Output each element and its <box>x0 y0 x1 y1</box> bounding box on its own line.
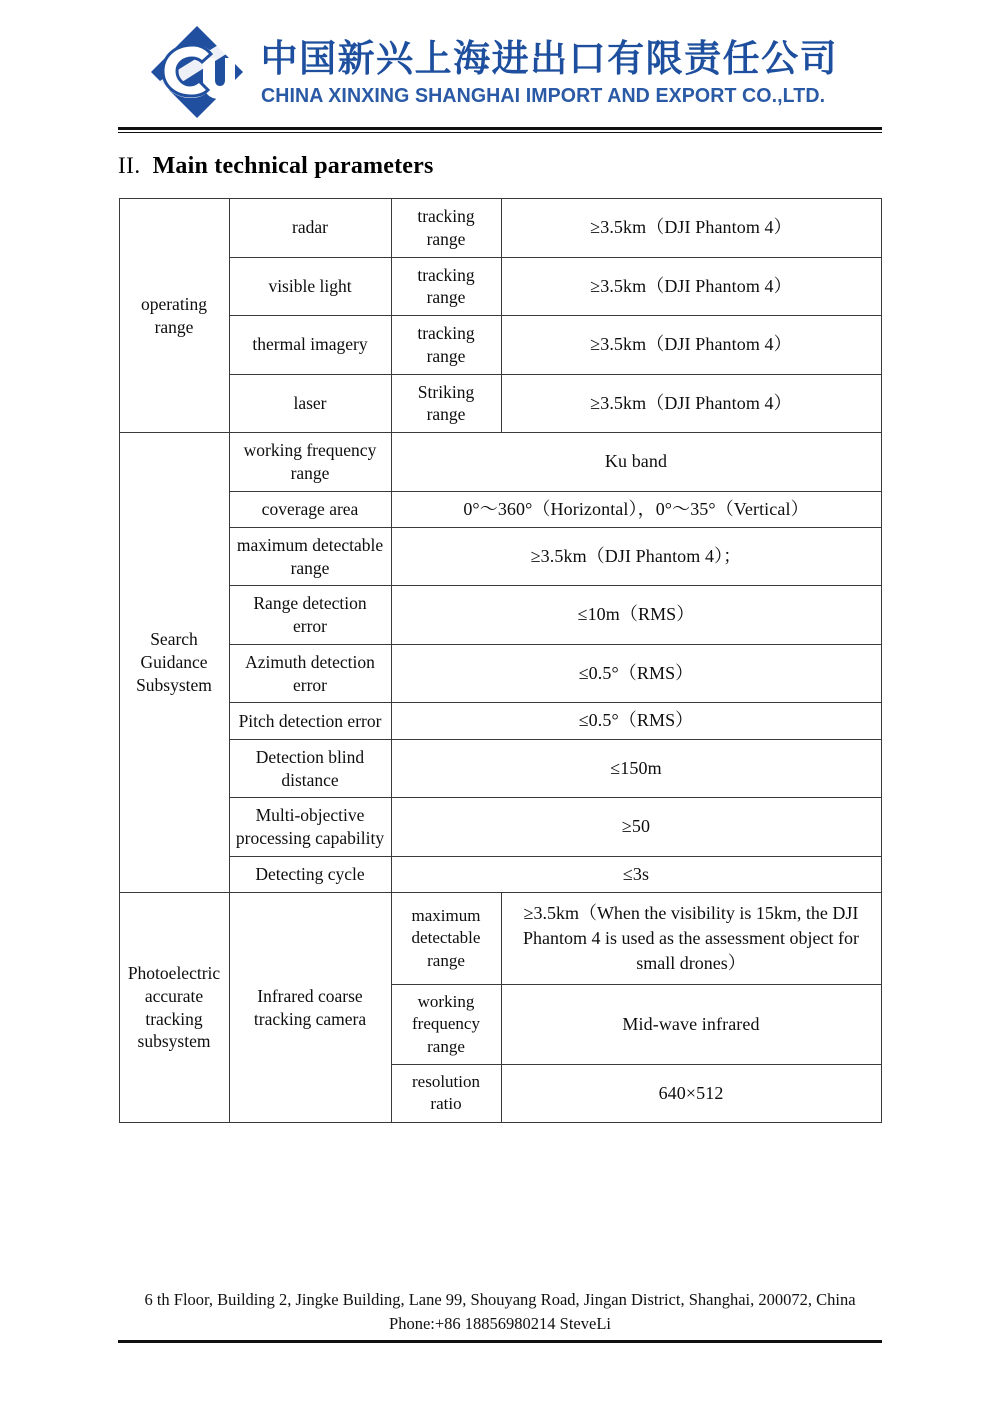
page-title-text: Main technical parameters <box>152 153 434 179</box>
param-sub-label: Striking range <box>391 374 501 433</box>
page-title-numeral: II. <box>118 153 141 178</box>
param-value: ≥3.5km（DJI Phantom 4） <box>501 199 881 258</box>
param-value: Mid-wave infrared <box>501 984 881 1064</box>
param-sub-label: tracking range <box>391 257 501 316</box>
param-sub-label: tracking range <box>391 316 501 375</box>
device-label-infrared-coarse-tracking-camera: Infrared coarse tracking camera <box>229 893 391 1123</box>
param-label: laser <box>229 374 391 433</box>
param-value: ≥3.5km（DJI Phantom 4） <box>501 316 881 375</box>
table-row <box>119 374 881 433</box>
page-footer <box>0 1288 1000 1343</box>
footer-text-block <box>118 1288 882 1336</box>
param-label: Detecting cycle <box>229 856 391 892</box>
letterhead <box>0 0 1000 120</box>
param-value: Ku band <box>391 433 881 492</box>
company-name-english: CHINA XINXING SHANGHAI IMPORT AND EXPORT CO.,LTD. <box>260 83 825 107</box>
param-sub-label: resolution ratio <box>391 1064 501 1122</box>
param-value: ≥3.5km（DJI Phantom 4） <box>501 374 881 433</box>
table-row <box>119 856 881 892</box>
footer-address: 6 th Floor, Building 2, Jingke Building, Lane 99, Shouyang Road, Jingan District, Shanghai, 200072, China <box>144 1290 856 1309</box>
table-row <box>119 527 881 586</box>
param-label: radar <box>229 199 391 258</box>
table-row <box>119 798 881 857</box>
group-label-search-guidance-subsystem: Search Guidance Subsystem <box>119 433 229 893</box>
param-label: Multi-objective processing capability <box>229 798 391 857</box>
param-label: coverage area <box>229 491 391 527</box>
param-value: ≥50 <box>391 798 881 857</box>
param-value: ≤10m（RMS） <box>391 586 881 645</box>
param-value: ≥3.5km（DJI Phantom 4）； <box>391 527 881 586</box>
table-row <box>119 491 881 527</box>
param-label: thermal imagery <box>229 316 391 375</box>
param-label: Detection blind distance <box>229 739 391 798</box>
param-value: ≤150m <box>391 739 881 798</box>
param-value: 0°～360°（Horizontal），0°～35°（Vertical） <box>391 491 881 527</box>
table-row <box>119 644 881 703</box>
footer-divider <box>118 1340 882 1343</box>
param-value: ≥3.5km（DJI Phantom 4） <box>501 257 881 316</box>
group-label-photoelectric-subsystem: Photoelectric accurate tracking subsystem <box>119 893 229 1123</box>
page-title <box>118 153 882 180</box>
table-row <box>119 893 881 984</box>
company-name-chinese: 中国新兴上海进出口有限责任公司 <box>260 36 839 80</box>
table-row <box>119 433 881 492</box>
param-sub-label: maximum detectable range <box>391 893 501 984</box>
technical-parameters-table <box>119 198 882 1123</box>
param-label: maximum detectable range <box>229 527 391 586</box>
param-label: Azimuth detection error <box>229 644 391 703</box>
company-logo <box>149 24 245 120</box>
table-row <box>119 739 881 798</box>
company-diamond-monogram-logo-icon <box>149 24 245 120</box>
param-label: working frequency range <box>229 433 391 492</box>
table-row <box>119 703 881 739</box>
param-label: visible light <box>229 257 391 316</box>
param-value: ≥3.5km（When the visibility is 15km, the DJI Phantom 4 is used as the assessment object for small drones） <box>501 893 881 984</box>
param-value: ≤3s <box>391 856 881 892</box>
param-value: ≤0.5°（RMS） <box>391 644 881 703</box>
table-row <box>119 586 881 645</box>
letterhead-inner <box>149 24 852 120</box>
footer-phone: Phone:+86 18856980214 SteveLi <box>389 1313 611 1333</box>
brand-block <box>261 38 852 107</box>
table-row <box>119 257 881 316</box>
param-value: ≤0.5°（RMS） <box>391 703 881 739</box>
table-row <box>119 316 881 375</box>
param-value: 640×512 <box>501 1064 881 1122</box>
param-label: Range detection error <box>229 586 391 645</box>
group-label-operating-range: operating range <box>119 199 229 433</box>
table-row <box>119 199 881 258</box>
param-sub-label: working frequency range <box>391 984 501 1064</box>
param-label: Pitch detection error <box>229 703 391 739</box>
header-divider <box>118 127 882 133</box>
param-sub-label: tracking range <box>391 199 501 258</box>
